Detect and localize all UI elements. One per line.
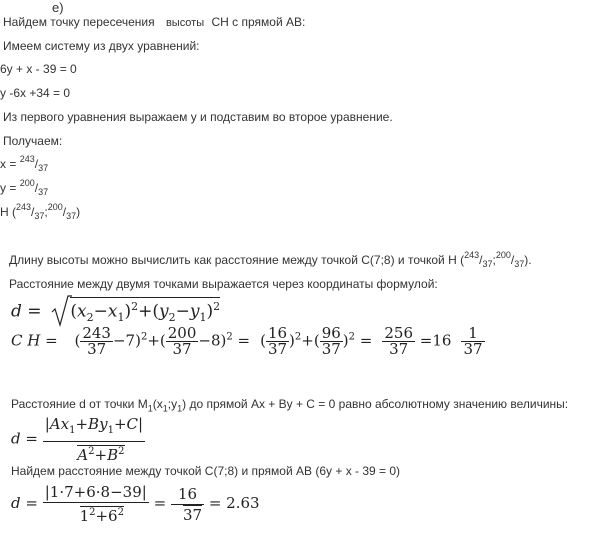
ff-eq: = — [25, 494, 38, 512]
intro-bold: высоты — [165, 17, 205, 29]
system-label: Имеем систему из двух уравнений: — [3, 39, 200, 53]
h-d1: 37 — [34, 211, 45, 221]
fd-eq: = — [27, 301, 42, 322]
find-text: Найдем расстояние между точкой C(7;8) и прямой AB (6y + x - 39 = 0) — [11, 464, 401, 478]
y-value: $y = ^{200}/_{37}$ — [0, 178, 49, 197]
h-close: ) — [76, 205, 81, 219]
h-d2: 37 — [66, 211, 77, 221]
height-d2: 37 — [514, 259, 525, 269]
fd-radicand: $(x_2-x_1)^2+(y_2-y_1)^2$ — [70, 297, 220, 324]
formula-ch: C H = ( $\frac{243}{37}$ −7)$^2$+( $\frac{200}{37}$ −8)$^2$ = ( $\frac{16}{37}$ )$^2$+( $\frac{96}{37}$ )$^2$ = $\frac{256}{37}$ =16 $\frac{1}{37}$ — [11, 324, 483, 358]
x-value: $x = ^{243}/_{37}$ — [0, 154, 49, 173]
h-sep: ; — [44, 205, 48, 219]
get-label: Получаем: — [3, 134, 63, 148]
top-label: e) — [52, 0, 64, 15]
fd-lhs: d — [11, 301, 22, 322]
formula-final: d = $\frac{|1\cdot 7+6\cdot 8-39|}{1^2+6^2}$ = $\frac{16}{37}$ = 2.63 — [11, 483, 260, 525]
fg-eq: = — [25, 429, 38, 448]
h-n2: 200 — [47, 202, 63, 212]
distance-text: Расстояние между двумя точками выражается через координаты формулой: — [9, 277, 438, 291]
ff-result: 2.63 — [226, 494, 260, 512]
intro-after: CH с прямой AB: — [211, 15, 306, 29]
h-point: H $(^{243}/_{37};^{200}/_{37})$ — [0, 202, 81, 221]
ch-lhs: C H — [11, 331, 41, 350]
x-den: 37 — [38, 163, 49, 173]
equation-2: y -6x +34 = 0 — [0, 86, 71, 100]
fg-lhs: d — [11, 429, 21, 448]
ch-frac-1: $\frac{243}{37}$ — [82, 324, 111, 358]
height-n2: 200 — [495, 250, 511, 260]
height-sep: ; — [492, 253, 496, 267]
ff-fraction-1: $\frac{|1\cdot 7+6\cdot 8-39|}{1^2+6^2}$ — [44, 483, 147, 525]
ch-coef: 16 — [432, 331, 452, 350]
height-d1: 37 — [482, 259, 493, 269]
point-line-text: Расстояние d от точки $M_1(x_1;y_1)$ до прямой Ax + By + C = 0 равно абсолютному значению величины: — [11, 397, 569, 414]
height-pre: Длину высоты можно вычислить как расстояние между точкой C(7;8) и точкой H ( — [9, 253, 465, 267]
ch-eq: = — [45, 331, 58, 350]
ch-frac-4: $\frac{96}{37}$ — [321, 324, 341, 358]
fg-fraction: $\frac{|Ax_1+By_1+C|}{A^2+B^2}$ — [44, 415, 144, 464]
height-n1: 243 — [464, 250, 480, 260]
height-text: Длину высоты можно вычислить как расстояние между точкой C(7;8) и точкой H $(^{243}/_{37};^{200}/_{37})$. — [9, 250, 532, 269]
substitute-text: Из первого уравнения выражаем y и подставим во второе уравнение. — [3, 110, 393, 124]
height-post: ). — [524, 253, 532, 267]
y-num: 200 — [19, 178, 35, 188]
formula-general — [11, 414, 145, 465]
ff-lhs: d — [11, 494, 21, 512]
y-den: 37 — [38, 187, 49, 197]
equation-1: 6y + x - 39 = 0 — [0, 62, 77, 76]
ch-frac-5: $\frac{256}{37}$ — [384, 324, 414, 358]
ff-fraction-2: $\frac{16}{37}$ — [171, 484, 204, 525]
ch-frac-6: $\frac{1}{37}$ — [463, 324, 483, 358]
y-lhs: y = — [0, 181, 20, 195]
ch-frac-3: $\frac{16}{37}$ — [267, 324, 288, 358]
h-n1: 243 — [16, 202, 32, 212]
x-num: 243 — [19, 154, 35, 164]
intro-text: Найдем точку пересечения — [3, 15, 155, 29]
x-lhs: x = — [0, 157, 20, 171]
h-label: H ( — [0, 205, 16, 219]
ch-frac-2: $\frac{200}{37}$ — [167, 324, 197, 358]
